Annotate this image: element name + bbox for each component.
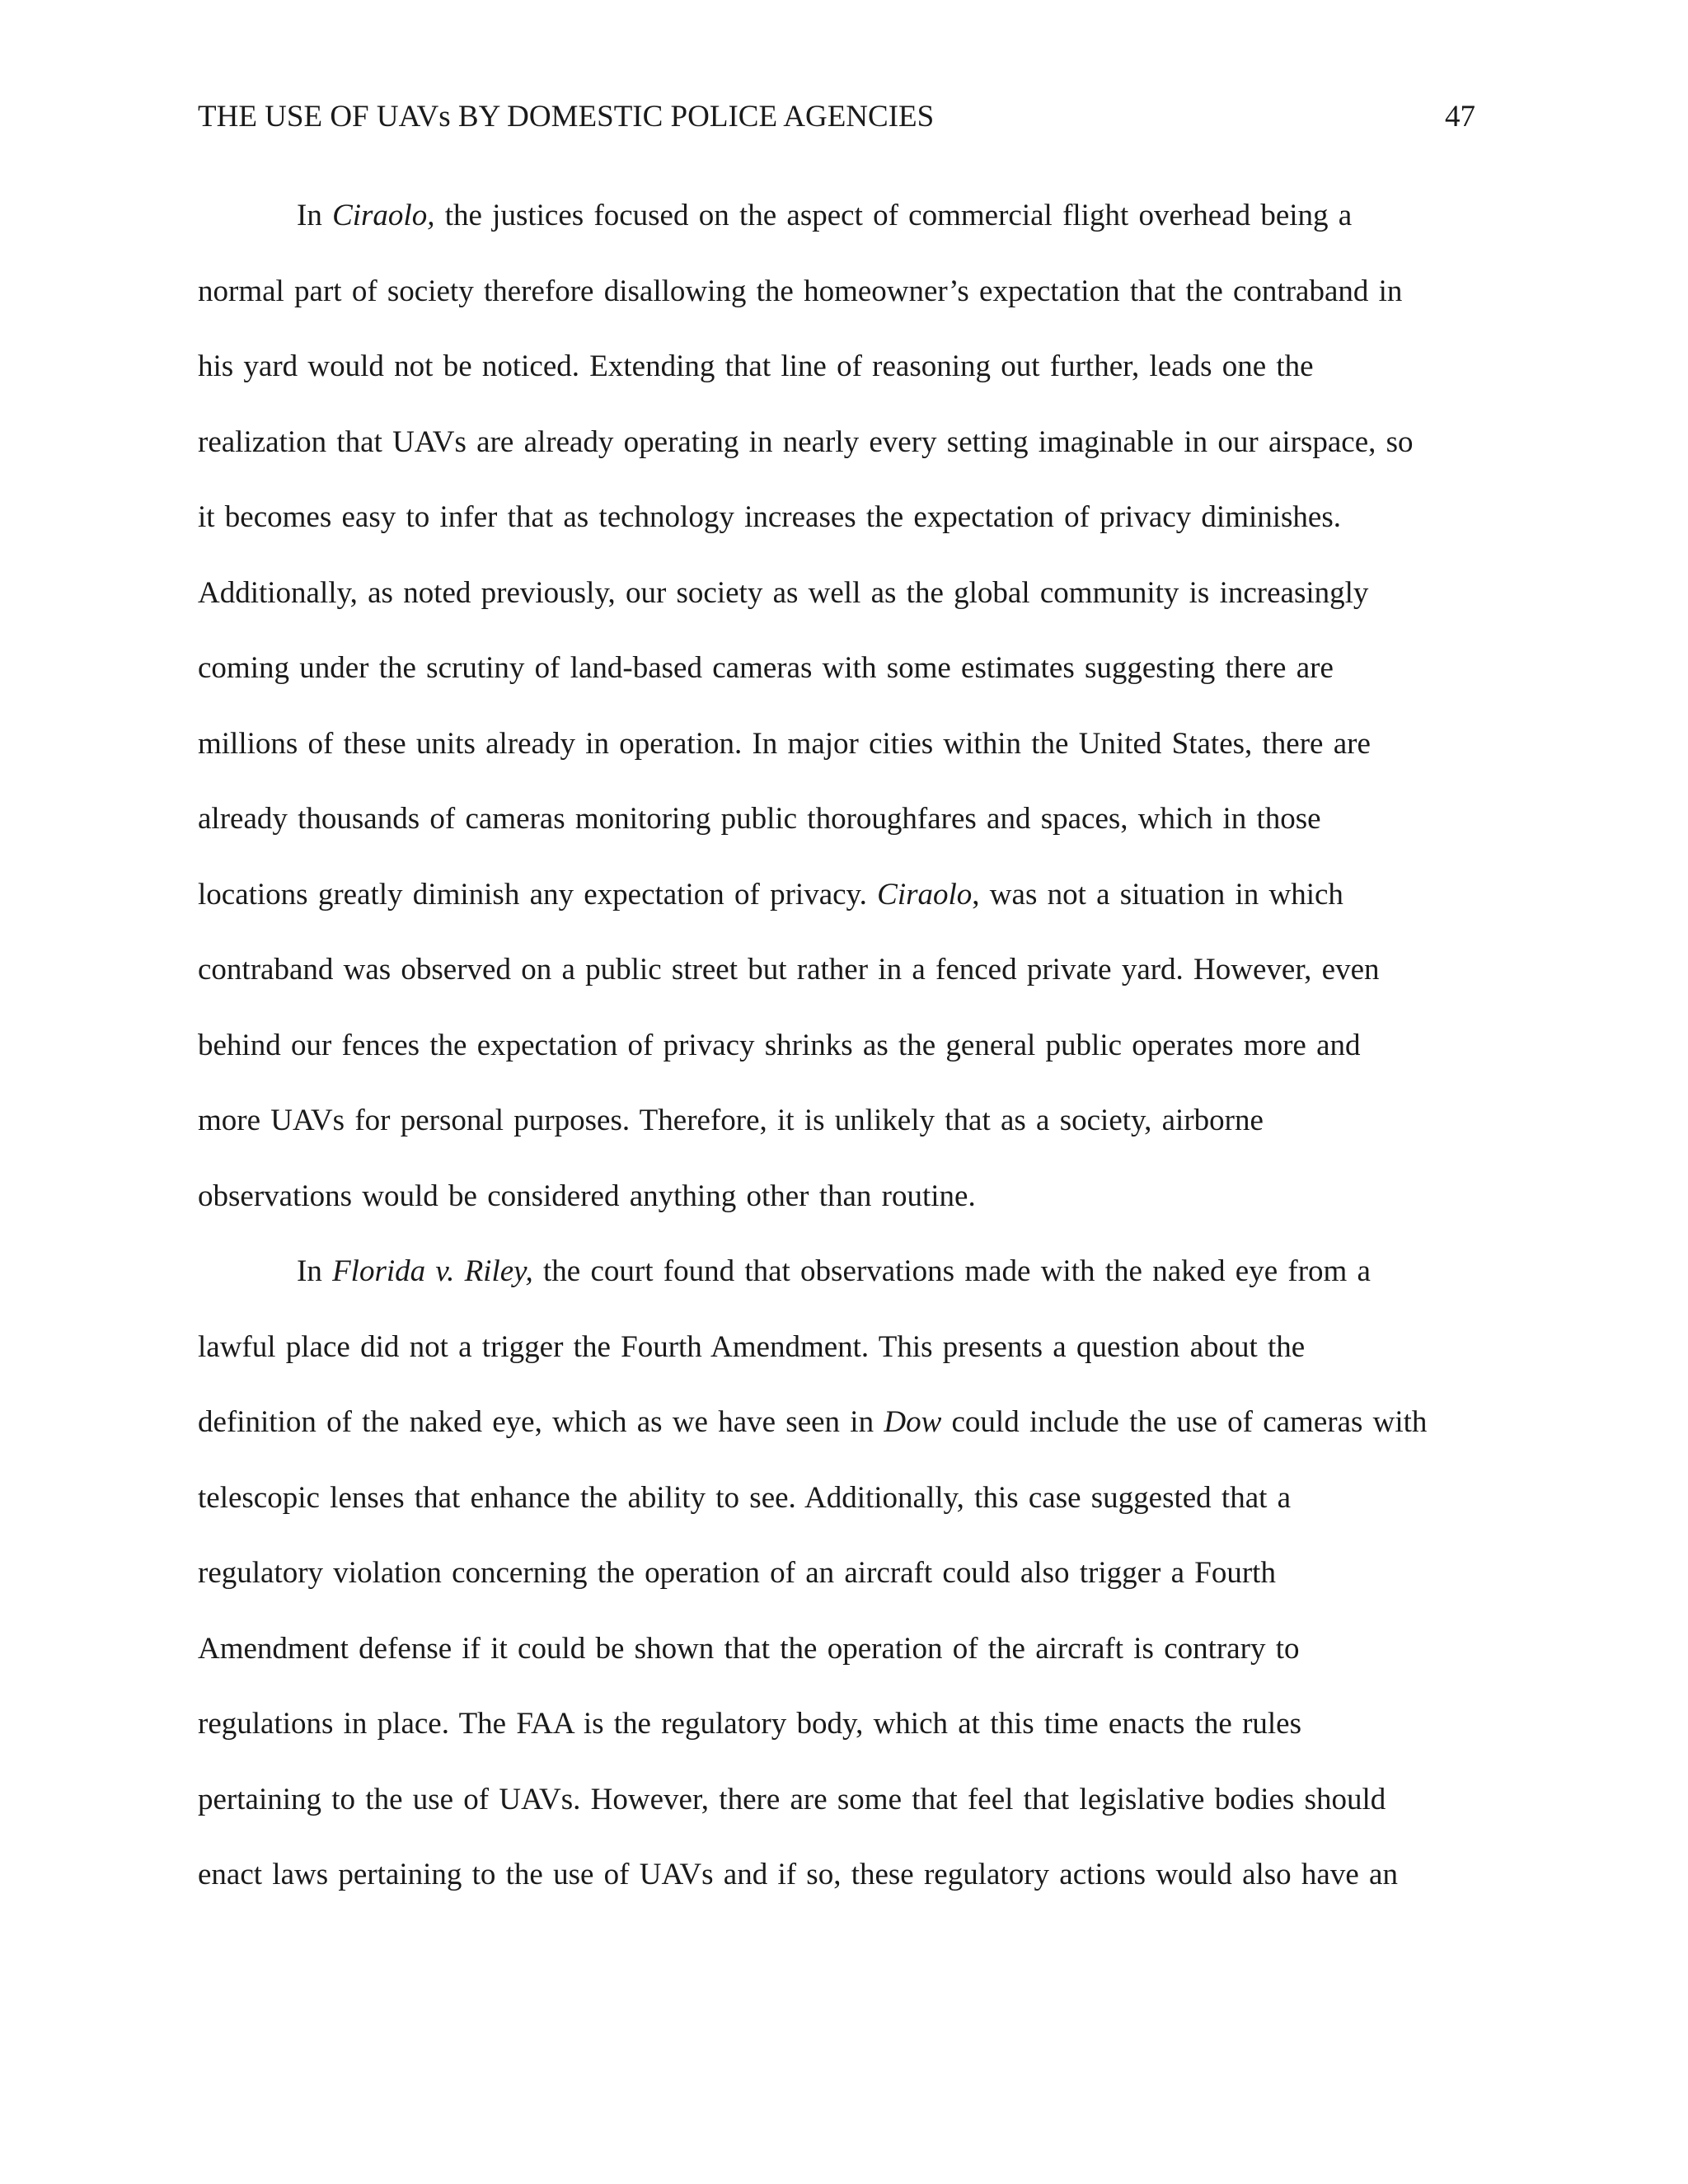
italic-citation: Florida v. Riley, (332, 1254, 533, 1288)
italic-citation: Ciraolo (877, 877, 973, 912)
paragraph (198, 1247, 1484, 1926)
text-run: locations greatly diminish any expectation of privacy. (198, 877, 878, 912)
text-line (198, 719, 1484, 795)
text-line (198, 1096, 1484, 1172)
italic-citation: Dow (884, 1405, 942, 1439)
text-line (198, 1323, 1484, 1399)
text-line (198, 418, 1484, 494)
text-line (198, 1247, 1484, 1323)
text-run: realization that UAVs are already operating in nearly every setting imaginable in our airspace, so (198, 424, 1414, 459)
text-line (198, 945, 1484, 1021)
body-text (198, 191, 1484, 1926)
text-run: telescopic lenses that enhance the ability to see. Additionally, this case suggested that a (198, 1480, 1292, 1515)
page-number: 47 (1445, 100, 1475, 134)
text-run: definition of the naked eye, which as we have seen in (198, 1405, 884, 1439)
text-run: Additionally, as noted previously, our society as well as the global community is increasingly (198, 575, 1369, 610)
text-line (198, 1624, 1484, 1700)
italic-citation: Ciraolo, (332, 199, 435, 232)
text-run: regulatory violation concerning the operation of an aircraft could also trigger a Fourth (198, 1556, 1276, 1590)
text-line (198, 1850, 1484, 1926)
text-line (198, 493, 1484, 569)
text-run: it becomes easy to infer that as technology increases the expectation of privacy diminishes. (198, 500, 1342, 534)
text-run: could include the use of cameras with (941, 1405, 1428, 1439)
text-line (198, 1474, 1484, 1549)
text-line (198, 1775, 1484, 1851)
text-run: his yard would not be noticed. Extending that line of reasoning out further, leads one the (198, 349, 1314, 383)
text-run: regulations in place. The FAA is the regulatory body, which at this time enacts the rules (198, 1707, 1302, 1741)
text-run: behind our fences the expectation of privacy shrinks as the general public operates more and (198, 1028, 1361, 1062)
text-run: Amendment defense if it could be shown that the operation of the aircraft is contrary to (198, 1631, 1300, 1666)
text-line (198, 870, 1484, 946)
text-run: observations would be considered anything other than routine. (198, 1179, 976, 1213)
text-line (198, 1172, 1484, 1248)
text-run: coming under the scrutiny of land-based cameras with some estimates suggesting there are (198, 651, 1334, 685)
text-line (198, 794, 1484, 870)
text-line (198, 1549, 1484, 1624)
text-run: contraband was observed on a public street but rather in a fenced private yard. However, even (198, 953, 1380, 987)
text-run: lawful place did not a trigger the Fourth Amendment. This presents a question about the (198, 1329, 1306, 1364)
text-run: enact laws pertaining to the use of UAVs and if so, these regulatory actions would also have an (198, 1858, 1398, 1891)
text-run: normal part of society therefore disallowing the homeowner’s expectation that the contraband in (198, 274, 1403, 308)
text-run: already thousands of cameras monitoring public thoroughfares and spaces, which in those (198, 802, 1321, 836)
text-run: pertaining to the use of UAVs. However, there are some that feel that legislative bodies should (198, 1782, 1386, 1816)
text-line (198, 342, 1484, 418)
text-run: millions of these units already in operation. In major cities within the United States, there are (198, 726, 1371, 761)
text-run: In (297, 199, 333, 232)
text-line (198, 1021, 1484, 1097)
text-run: In (297, 1254, 333, 1288)
text-run: the court found that observations made with the naked eye from a (532, 1254, 1371, 1288)
text-run: more UAVs for personal purposes. Therefore, it is unlikely that as a society, airborne (198, 1104, 1264, 1137)
running-head (198, 92, 1475, 142)
text-run: , was not a situation in which (972, 877, 1343, 912)
text-run: the justices focused on the aspect of commercial flight overhead being a (434, 199, 1353, 232)
text-line (198, 569, 1484, 644)
text-line (198, 1699, 1484, 1775)
text-line (198, 644, 1484, 719)
text-line (198, 1398, 1484, 1474)
running-head-title: THE USE OF UAVs BY DOMESTIC POLICE AGENCIES (198, 100, 935, 134)
text-line (198, 267, 1484, 343)
paragraph (198, 191, 1484, 1247)
text-line (198, 191, 1484, 267)
